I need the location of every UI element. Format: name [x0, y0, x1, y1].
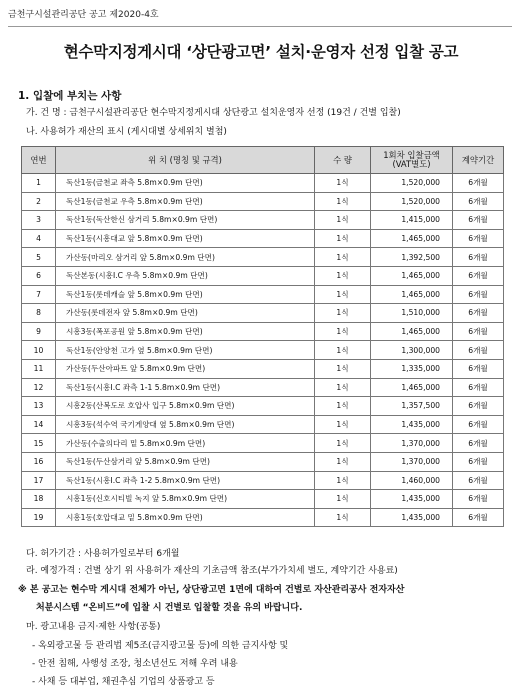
table-row — [22, 359, 504, 378]
row-quantity: 1식 — [315, 341, 371, 360]
row-quantity: 1식 — [315, 304, 371, 323]
row-location: 독산1동(안양천 고가 옆 5.8m×0.9m 단면) — [56, 341, 315, 360]
row-period: 6개월 — [453, 359, 504, 378]
row-quantity: 1식 — [315, 229, 371, 248]
table-header-row — [22, 147, 504, 174]
row-number: 4 — [22, 229, 56, 248]
row-period: 6개월 — [453, 378, 504, 397]
row-quantity: 1식 — [315, 490, 371, 509]
row-period: 6개월 — [453, 341, 504, 360]
row-amount: 1,435,000 — [371, 508, 453, 527]
row-quantity: 1식 — [315, 415, 371, 434]
table-row — [22, 322, 504, 341]
row-quantity: 1식 — [315, 211, 371, 230]
item-na: 나. 사용허가 재산의 표시 (게시대별 상세위치 별첨) — [26, 127, 227, 137]
note-ra: 라. 예정가격 : 건별 상기 위 사용허가 재산의 기초금액 참조(부가가치세 별도, 계약기간 사용료) — [26, 566, 398, 576]
row-amount: 1,520,000 — [371, 192, 453, 211]
row-location: 독산본동(시흥I.C 우측 5.8m×0.9m 단면) — [56, 266, 315, 285]
row-location: 가산동(마리오 삼거리 앞 5.8m×0.9m 단면) — [56, 248, 315, 267]
row-amount: 1,435,000 — [371, 490, 453, 509]
row-period: 6개월 — [453, 508, 504, 527]
row-number: 13 — [22, 397, 56, 416]
table-row — [22, 304, 504, 323]
restriction-3: - 사채 등 대부업, 채권추심 기업의 상품광고 등 — [32, 677, 215, 687]
table-row — [22, 285, 504, 304]
table-row — [22, 397, 504, 416]
row-number: 2 — [22, 192, 56, 211]
header-divider — [8, 26, 512, 27]
table-row — [22, 471, 504, 490]
row-quantity: 1식 — [315, 359, 371, 378]
row-quantity: 1식 — [315, 322, 371, 341]
table-row — [22, 192, 504, 211]
row-amount: 1,510,000 — [371, 304, 453, 323]
col-header-location: 위 치 (명칭 및 규격) — [56, 147, 315, 174]
row-number: 11 — [22, 359, 56, 378]
row-number: 18 — [22, 490, 56, 509]
table-row — [22, 415, 504, 434]
col-header-no: 연번 — [22, 147, 56, 174]
table-row — [22, 229, 504, 248]
property-table — [21, 146, 504, 527]
row-number: 7 — [22, 285, 56, 304]
row-period: 6개월 — [453, 174, 504, 193]
item-ga: 가. 건 명 : 금천구시설관리공단 현수막지정게시대 상단광고 설치운영자 선정 (19건 / 건별 입찰) — [26, 108, 401, 118]
row-period: 6개월 — [453, 322, 504, 341]
row-location: 독산1동(시흥I.C 좌측 1-1 5.8m×0.9m 단면) — [56, 378, 315, 397]
row-location: 독산1동(시흥I.C 좌측 1-2 5.8m×0.9m 단면) — [56, 471, 315, 490]
row-quantity: 1식 — [315, 471, 371, 490]
row-amount: 1,335,000 — [371, 359, 453, 378]
row-number: 15 — [22, 434, 56, 453]
col-header-period: 계약기간 — [453, 147, 504, 174]
note-ma: 마. 광고내용 금지·제한 사항(공통) — [26, 622, 161, 632]
row-location: 시흥2동(산복도로 호압사 입구 5.8m×0.9m 단면) — [56, 397, 315, 416]
row-period: 6개월 — [453, 452, 504, 471]
row-quantity: 1식 — [315, 285, 371, 304]
row-period: 6개월 — [453, 415, 504, 434]
row-number: 3 — [22, 211, 56, 230]
amount-header-line1: 1회차 입찰금액 — [383, 150, 440, 160]
row-number: 10 — [22, 341, 56, 360]
row-location: 가산동(수출의다리 밑 5.8m×0.9m 단면) — [56, 434, 315, 453]
row-number: 5 — [22, 248, 56, 267]
section-heading: 1. 입찰에 부치는 사항 — [18, 90, 122, 102]
table-row — [22, 211, 504, 230]
table-row — [22, 490, 504, 509]
col-header-quantity: 수 량 — [315, 147, 371, 174]
row-location: 독산1동(금천교 좌측 5.8m×0.9m 단면) — [56, 174, 315, 193]
row-quantity: 1식 — [315, 378, 371, 397]
row-amount: 1,357,500 — [371, 397, 453, 416]
row-quantity: 1식 — [315, 508, 371, 527]
row-location: 가산동(롯데전자 앞 5.8m×0.9m 단면) — [56, 304, 315, 323]
row-location: 독산1동(독산한신 삼거리 5.8m×0.9m 단면) — [56, 211, 315, 230]
table-row — [22, 266, 504, 285]
row-quantity: 1식 — [315, 248, 371, 267]
note-da: 다. 허가기간 : 사용허가일로부터 6개월 — [26, 549, 180, 559]
col-header-amount — [371, 147, 453, 174]
row-amount: 1,460,000 — [371, 471, 453, 490]
row-period: 6개월 — [453, 211, 504, 230]
table-row — [22, 508, 504, 527]
row-amount: 1,392,500 — [371, 248, 453, 267]
row-period: 6개월 — [453, 266, 504, 285]
notice-star-line1: ※ 본 공고는 현수막 게시대 전체가 아닌, 상단광고면 1면에 대하여 건별로 자산관리공사 전자자산 — [18, 585, 405, 595]
row-number: 6 — [22, 266, 56, 285]
table-row — [22, 378, 504, 397]
row-location: 독산1동(금천교 우측 5.8m×0.9m 단면) — [56, 192, 315, 211]
row-amount: 1,465,000 — [371, 229, 453, 248]
row-quantity: 1식 — [315, 434, 371, 453]
row-period: 6개월 — [453, 304, 504, 323]
row-period: 6개월 — [453, 471, 504, 490]
row-amount: 1,465,000 — [371, 266, 453, 285]
notice-number: 금천구시설관리공단 공고 제2020-4호 — [8, 10, 159, 20]
row-number: 14 — [22, 415, 56, 434]
amount-header-line2: (VAT별도) — [392, 159, 431, 169]
row-period: 6개월 — [453, 490, 504, 509]
row-location: 독산1동(롯데캐슬 앞 5.8m×0.9m 단면) — [56, 285, 315, 304]
row-quantity: 1식 — [315, 266, 371, 285]
row-period: 6개월 — [453, 397, 504, 416]
row-period: 6개월 — [453, 285, 504, 304]
table-row — [22, 248, 504, 267]
row-quantity: 1식 — [315, 452, 371, 471]
row-location: 독산1동(두산삼거리 앞 5.8m×0.9m 단면) — [56, 452, 315, 471]
row-number: 1 — [22, 174, 56, 193]
row-number: 12 — [22, 378, 56, 397]
restriction-1: - 옥외광고물 등 관리법 제5조(금지광고물 등)에 의한 금지사항 및 — [32, 641, 289, 651]
page-title: 현수막지정게시대 ‘상단광고면’ 설치·운영자 선정 입찰 공고 — [63, 43, 459, 61]
row-location: 시흥3동(폭포공원 앞 5.8m×0.9m 단면) — [56, 322, 315, 341]
row-number: 9 — [22, 322, 56, 341]
row-period: 6개월 — [453, 229, 504, 248]
restriction-2: - 안전 침해, 사행성 조장, 청소년선도 저해 우려 내용 — [32, 659, 238, 669]
row-amount: 1,370,000 — [371, 452, 453, 471]
row-amount: 1,370,000 — [371, 434, 453, 453]
row-location: 가산동(두산아파트 앞 5.8m×0.9m 단면) — [56, 359, 315, 378]
row-amount: 1,435,000 — [371, 415, 453, 434]
row-location: 독산1동(시흥대교 앞 5.8m×0.9m 단면) — [56, 229, 315, 248]
row-number: 16 — [22, 452, 56, 471]
row-number: 19 — [22, 508, 56, 527]
row-number: 8 — [22, 304, 56, 323]
row-period: 6개월 — [453, 192, 504, 211]
table-row — [22, 174, 504, 193]
row-amount: 1,465,000 — [371, 285, 453, 304]
row-amount: 1,465,000 — [371, 378, 453, 397]
table-row — [22, 434, 504, 453]
row-quantity: 1식 — [315, 174, 371, 193]
row-number: 17 — [22, 471, 56, 490]
row-amount: 1,465,000 — [371, 322, 453, 341]
notice-star-line2: 처분시스템 “온비드”에 입찰 시 건별로 입찰할 것을 유의 바랍니다. — [36, 603, 303, 613]
row-period: 6개월 — [453, 434, 504, 453]
row-location: 시흥1동(신호시티빌 녹지 앞 5.8m×0.9m 단면) — [56, 490, 315, 509]
row-location: 시흥1동(호압대교 밑 5.8m×0.9m 단면) — [56, 508, 315, 527]
table-row — [22, 341, 504, 360]
row-period: 6개월 — [453, 248, 504, 267]
table-row — [22, 452, 504, 471]
row-quantity: 1식 — [315, 397, 371, 416]
row-amount: 1,520,000 — [371, 174, 453, 193]
row-amount: 1,415,000 — [371, 211, 453, 230]
row-quantity: 1식 — [315, 192, 371, 211]
row-location: 시흥3동(석수역 국기게양대 옆 5.8m×0.9m 단면) — [56, 415, 315, 434]
row-amount: 1,300,000 — [371, 341, 453, 360]
